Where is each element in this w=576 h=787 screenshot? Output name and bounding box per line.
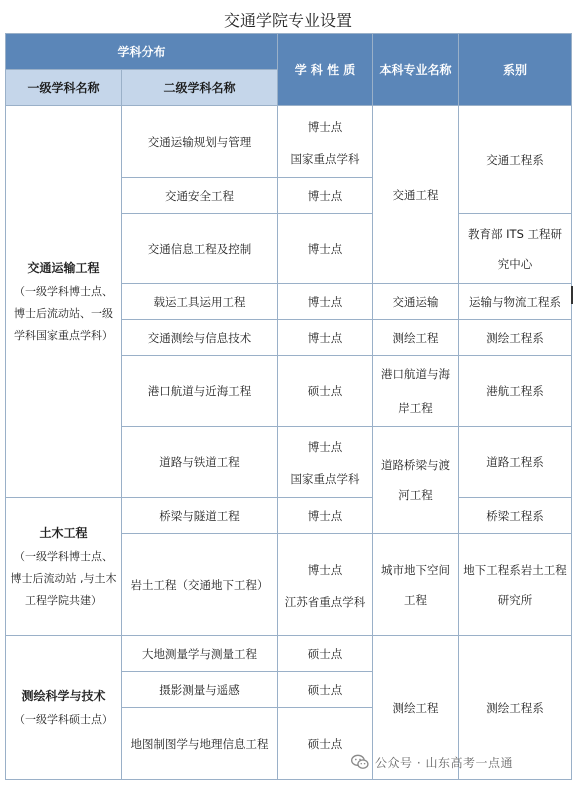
department-cell: 交通工程系 — [459, 106, 572, 214]
header-department: 系别 — [459, 34, 572, 106]
level2-cell: 交通信息工程及控制 — [122, 214, 278, 284]
level1-cell — [6, 636, 122, 780]
major-cell: 测绘工程 — [373, 320, 459, 356]
department-cell: 道路工程系 — [459, 427, 572, 498]
level1-note: （一级学科博士点、博士后流动站、一级学科国家重点学科） — [14, 284, 113, 342]
major-table — [5, 33, 572, 780]
wechat-icon — [350, 752, 370, 772]
nature-cell: 博士点 — [278, 320, 373, 356]
major-cell: 城市地下空间工程 — [373, 534, 459, 636]
nature-cell: 博士点 — [278, 498, 373, 534]
page-title: 交通学院专业设置 — [223, 11, 352, 30]
nature-cell — [278, 106, 373, 178]
major-cell: 测绘工程 — [373, 636, 459, 780]
level1-cell — [6, 106, 122, 498]
level2-cell: 摄影测量与遥感 — [122, 672, 278, 708]
level2-cell: 桥梁与隧道工程 — [122, 498, 278, 534]
department-cell: 测绘工程系 — [459, 636, 572, 780]
nature-extra: 江苏省重点学科 — [284, 594, 366, 609]
level1-note: （一级学科硕士点） — [14, 712, 113, 726]
major-cell: 港口航道与海岸工程 — [373, 356, 459, 427]
nature-extra: 国家重点学科 — [290, 472, 360, 486]
nature-cell: 硕士点 — [278, 636, 373, 672]
nature-cell: 博士点 — [278, 178, 373, 214]
level2-cell: 载运工具运用工程 — [122, 284, 278, 320]
level1-name: 测绘科学与技术 — [21, 688, 106, 703]
level1-note: （一级学科博士点、博士后流动站 ,与土木工程学院共建） — [10, 549, 117, 607]
major-cell: 交通工程 — [373, 106, 459, 284]
nature-cell — [278, 534, 373, 636]
nature-cell: 博士点 — [278, 284, 373, 320]
level2-cell: 交通运输规划与管理 — [122, 106, 278, 178]
department-cell: 地下工程系岩土工程研究所 — [459, 534, 572, 636]
level2-cell: 港口航道与近海工程 — [122, 356, 278, 427]
nature-cell: 硕士点 — [278, 708, 373, 780]
header-subject-distribution: 学科分布 — [6, 34, 278, 70]
major-cell: 道路桥梁与渡河工程 — [373, 427, 459, 534]
department-cell: 测绘工程系 — [459, 320, 572, 356]
nature-cell — [278, 427, 373, 498]
nature-extra: 国家重点学科 — [290, 151, 360, 166]
level2-cell: 交通安全工程 — [122, 178, 278, 214]
department-cell: 港航工程系 — [459, 356, 572, 427]
level2-cell: 地图制图学与地理信息工程 — [122, 708, 278, 780]
nature-value: 博士点 — [307, 119, 343, 134]
nature-cell: 硕士点 — [278, 672, 373, 708]
header-level2-name: 二级学科名称 — [122, 70, 278, 106]
nature-cell: 博士点 — [278, 214, 373, 284]
watermark — [350, 752, 513, 772]
major-cell: 交通运输 — [373, 284, 459, 320]
nature-value: 博士点 — [307, 562, 343, 577]
header-undergrad-major: 本科专业名称 — [373, 34, 459, 106]
header-level1-name: 一级学科名称 — [6, 70, 122, 106]
department-cell: 教育部 ITS 工程研究中心 — [459, 214, 572, 284]
level2-cell: 大地测量学与测量工程 — [122, 636, 278, 672]
nature-value: 博士点 — [307, 440, 343, 454]
level1-cell — [6, 498, 122, 636]
nature-cell: 硕士点 — [278, 356, 373, 427]
header-nature: 学 科 性 质 — [278, 34, 373, 106]
department-cell: 桥梁工程系 — [459, 498, 572, 534]
level1-name: 交通运输工程 — [27, 260, 100, 275]
level1-name: 土木工程 — [39, 525, 88, 540]
level2-cell: 道路与铁道工程 — [122, 427, 278, 498]
department-cell: 运输与物流工程系 — [459, 284, 572, 320]
level2-cell: 交通测绘与信息技术 — [122, 320, 278, 356]
watermark-text: 公众号 · 山东高考一点通 — [375, 755, 513, 770]
level2-cell: 岩土工程（交通地下工程） — [122, 534, 278, 636]
scroll-indicator — [571, 286, 573, 304]
